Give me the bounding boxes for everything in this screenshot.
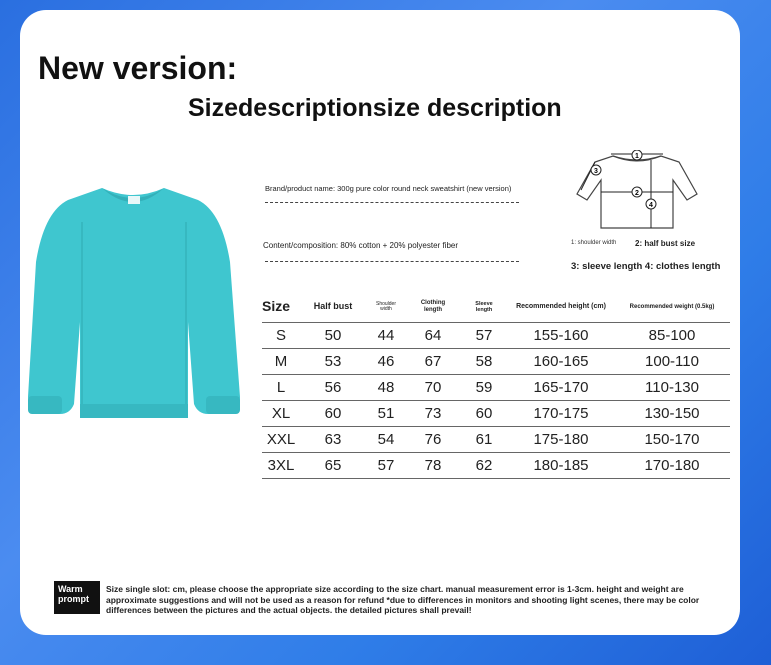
header-recommended-height: Recommended height (cm) xyxy=(516,303,606,311)
table-cell: 3XL xyxy=(262,453,300,479)
table-cell: 165-170 xyxy=(508,375,614,401)
warm-prompt-line2: prompt xyxy=(58,594,89,604)
table-cell: 78 xyxy=(406,453,460,479)
warm-prompt-line1: Warm xyxy=(58,584,83,594)
table-row xyxy=(262,453,730,479)
table-cell: 63 xyxy=(300,427,366,453)
table-cell: 56 xyxy=(300,375,366,401)
header-half-bust: Half bust xyxy=(313,301,353,312)
table-cell: 130-150 xyxy=(614,401,730,427)
table-cell: L xyxy=(262,375,300,401)
table-cell: XL xyxy=(262,401,300,427)
table-cell: 54 xyxy=(366,427,406,453)
brand-line: Brand/product name: 300g pure color round neck sweatshirt (new version) xyxy=(265,184,512,193)
table-row xyxy=(262,349,730,375)
sweatshirt-hem xyxy=(80,404,188,418)
table-cell: 160-165 xyxy=(508,349,614,375)
table-cell: 76 xyxy=(406,427,460,453)
table-cell: 170-180 xyxy=(614,453,730,479)
table-cell: 60 xyxy=(460,401,508,427)
table-row xyxy=(262,427,730,453)
table-cell: 170-175 xyxy=(508,401,614,427)
half-bust-label: 2: half bust size xyxy=(635,239,696,248)
warm-prompt-text: Size single slot: cm, please choose the appropriate size according to the size chart. manual measurement error is 1-3cm. height and weight are approximate suggestions and will not be used as a reason for refund *due to differences in monitors and shooting light scenes, there may be color differences between the pictures and the actual objects. the detailed pictures shall prevail! xyxy=(106,584,700,615)
table-cell: 60 xyxy=(300,401,366,427)
header-sleeve-length: Sleeve length xyxy=(475,300,493,313)
table-cell: 100-110 xyxy=(614,349,730,375)
table-cell: 62 xyxy=(460,453,508,479)
table-cell: 57 xyxy=(366,453,406,479)
table-cell: 70 xyxy=(406,375,460,401)
size-table xyxy=(262,292,730,479)
header-shoulder-width: Shoulder width xyxy=(375,300,396,312)
table-cell: 44 xyxy=(366,323,406,349)
sleeve-length-label: 3: sleeve length 4: clothes length xyxy=(571,261,721,272)
table-cell: 50 xyxy=(300,323,366,349)
table-cell: 64 xyxy=(406,323,460,349)
header-size: Size xyxy=(262,298,291,315)
header-recommended-weight: Recommended weight (0.5kg) xyxy=(629,303,715,310)
table-cell: 51 xyxy=(366,401,406,427)
table-cell: 58 xyxy=(460,349,508,375)
table-cell: 180-185 xyxy=(508,453,614,479)
content-line: Content/composition: 80% cotton + 20% polyester fiber xyxy=(263,241,458,250)
divider xyxy=(265,202,519,203)
table-cell: 150-170 xyxy=(614,427,730,453)
table-cell: 85-100 xyxy=(614,323,730,349)
table-cell: 59 xyxy=(460,375,508,401)
table-cell: XXL xyxy=(262,427,300,453)
table-cell: 67 xyxy=(406,349,460,375)
table-row xyxy=(262,375,730,401)
header-clothing-length: Clothing length xyxy=(420,300,446,313)
sweatshirt-body xyxy=(28,188,240,418)
table-cell: 175-180 xyxy=(508,427,614,453)
table-cell: 73 xyxy=(406,401,460,427)
table-cell: 57 xyxy=(460,323,508,349)
table-cell: 65 xyxy=(300,453,366,479)
sweatshirt-image xyxy=(22,182,244,432)
table-cell: 155-160 xyxy=(508,323,614,349)
point-3-label: 3 xyxy=(594,168,598,175)
point-4-label: 4 xyxy=(649,202,653,209)
warm-prompt-badge xyxy=(54,581,100,614)
point-2-label: 2 xyxy=(635,190,639,197)
table-cell: S xyxy=(262,323,300,349)
shoulder-width-label: 1: shoulder width xyxy=(571,240,617,246)
page-subtitle: Sizedescriptionsize description xyxy=(188,94,562,122)
table-cell: 46 xyxy=(366,349,406,375)
sweatshirt-cuff-right xyxy=(206,396,240,414)
table-row xyxy=(262,323,730,349)
table-row xyxy=(262,401,730,427)
page-title: New version: xyxy=(38,50,238,86)
table-cell: 110-130 xyxy=(614,375,730,401)
table-cell: 53 xyxy=(300,349,366,375)
sweatshirt-cuff-left xyxy=(28,396,62,414)
table-cell: 48 xyxy=(366,375,406,401)
divider xyxy=(265,261,519,262)
table-cell: M xyxy=(262,349,300,375)
point-1-label: 1 xyxy=(635,153,639,160)
table-cell: 61 xyxy=(460,427,508,453)
sweatshirt-label xyxy=(128,196,140,204)
measurement-diagram xyxy=(575,150,700,232)
table-header-row xyxy=(262,292,730,323)
